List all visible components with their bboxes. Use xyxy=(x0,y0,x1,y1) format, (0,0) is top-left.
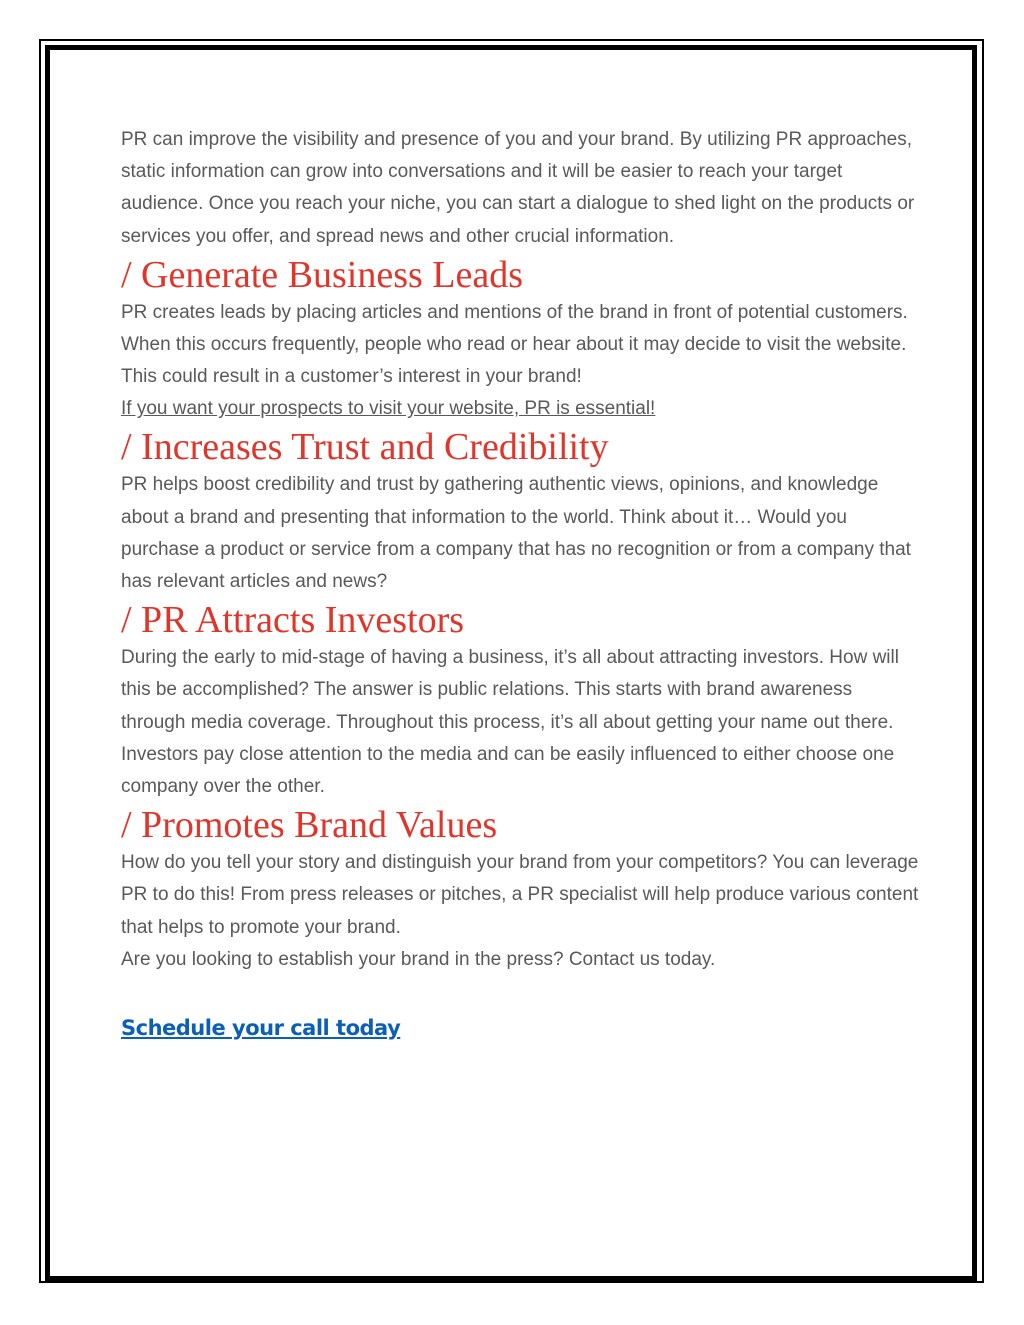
document-content xyxy=(121,124,921,1040)
contact-prompt: Are you looking to establish your brand in the press? Contact us today. xyxy=(121,948,716,970)
heading-promotes-brand-values: / Promotes Brand Values xyxy=(121,804,498,847)
paragraph-increases-trust: PR helps boost credibility and trust by gathering authentic views, opinions, and knowledge about a brand and presenting that information to the world. Think about it… Would you purchase a product or service from a company that has no recognition or from a company that has relevant articles and news? xyxy=(121,474,911,593)
paragraph-generate-business-leads: PR creates leads by placing articles and mentions of the brand in front of potential customers. When this occurs frequently, people who read or hear about it may decide to visit the website. This could result in a customer’s interest in your brand! xyxy=(121,301,908,388)
paragraph-promotes-brand-values: How do you tell your story and distinguish your brand from your competitors? You can leverage PR to do this! From press releases or pitches, a PR specialist will help produce various content that helps to promote your brand. xyxy=(121,852,919,938)
schedule-call-link[interactable]: Schedule your call today xyxy=(121,1016,401,1041)
heading-increases-trust: / Increases Trust and Credibility xyxy=(121,426,609,469)
paragraph-attracts-investors: During the early to mid-stage of having a business, it’s all about attracting investors. How will this be accomplished? The answer is public relations. This starts with brand awareness through media coverage. Throughout this process, it’s all about getting your name out there. Investors pay close attention to the media and can be easily influenced to either choose one company over the other. xyxy=(121,647,899,798)
heading-attracts-investors: / PR Attracts Investors xyxy=(121,599,465,642)
emphasis-underlined-line: If you want your prospects to visit your website, PR is essential! xyxy=(121,398,656,420)
intro-paragraph: PR can improve the visibility and presence of you and your brand. By utilizing PR approaches, static information can grow into conversations and it will be easier to reach your target audience. Once you reach your niche, you can start a dialogue to shed light on the products or services you offer, and spread news and other crucial information. xyxy=(121,129,915,247)
heading-generate-business-leads: / Generate Business Leads xyxy=(121,253,524,296)
